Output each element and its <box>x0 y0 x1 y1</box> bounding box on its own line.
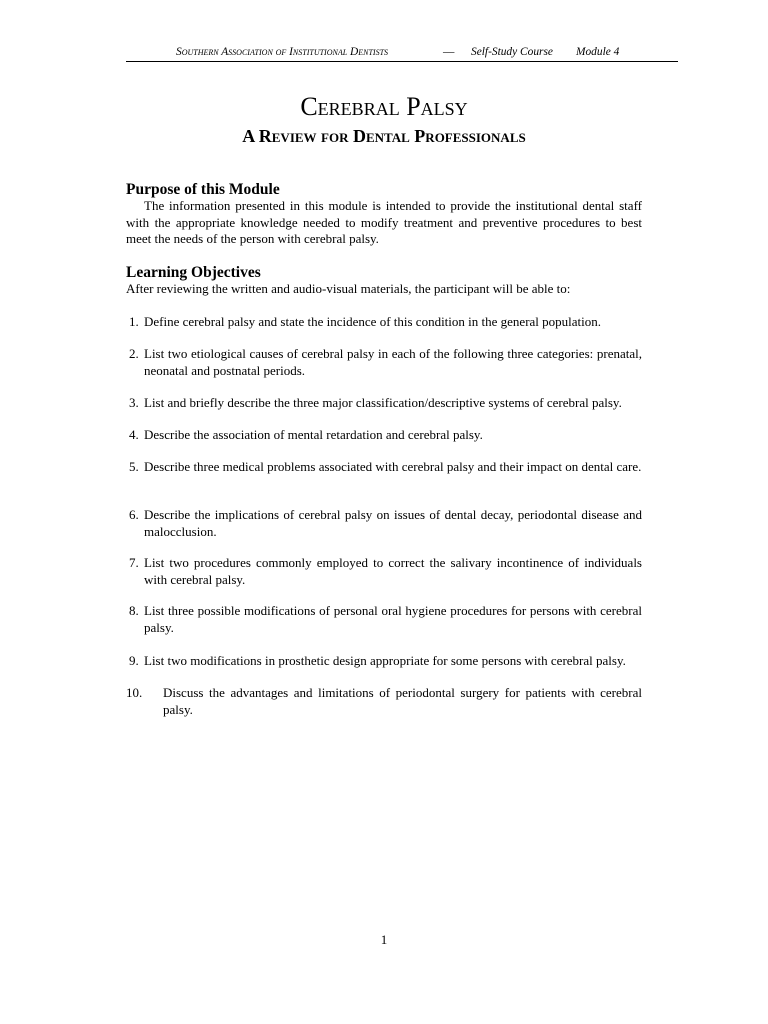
objective-item <box>126 507 642 540</box>
objective-text: Define cerebral palsy and state the incidence of this condition in the general population. <box>144 314 602 329</box>
objective-text: List three possible modifications of personal oral hygiene procedures for persons with cerebral palsy. <box>144 603 642 635</box>
running-header <box>126 46 678 62</box>
objective-text: Describe the implications of cerebral palsy on issues of dental decay, periodontal disease and malocclusion. <box>144 507 642 539</box>
objective-item <box>126 685 642 718</box>
header-organization: Southern Association of Institutional Dentists <box>176 46 389 58</box>
objective-number: 7. <box>129 555 139 570</box>
objective-text: Describe three medical problems associated with cerebral palsy and their impact on dental care. <box>144 459 642 474</box>
header-course: Self-Study Course <box>471 46 553 58</box>
objective-text: Discuss the advantages and limitations of periodontal surgery for patients with cerebral palsy. <box>163 685 642 717</box>
objective-item <box>126 603 642 636</box>
page-number: 1 <box>380 932 388 947</box>
objective-item <box>126 459 642 476</box>
objectives-intro: After reviewing the written and audio-visual materials, the participant will be able to: <box>126 281 571 296</box>
objective-item <box>126 314 642 331</box>
objectives-heading: Learning Objectives <box>126 264 261 281</box>
objective-text: List two procedures commonly employed to correct the salivary incontinence of individuals with cerebral palsy. <box>144 555 642 587</box>
header-separator: — <box>443 46 455 58</box>
objective-number: 6. <box>129 507 139 522</box>
purpose-heading: Purpose of this Module <box>126 181 280 198</box>
objective-text: List two modifications in prosthetic design appropriate for some persons with cerebral palsy. <box>144 653 626 668</box>
objective-number: 1. <box>129 314 139 329</box>
objective-number: 10. <box>126 685 143 700</box>
objective-number: 5. <box>129 459 139 474</box>
objective-item <box>126 555 642 588</box>
objective-number: 2. <box>129 346 139 361</box>
objective-item <box>126 395 642 412</box>
document-title: Cerebral Palsy <box>300 92 468 121</box>
objective-item <box>126 653 642 670</box>
objective-number: 3. <box>129 395 139 410</box>
header-module: Module 4 <box>576 46 620 58</box>
objective-item <box>126 427 642 444</box>
objective-text: Describe the association of mental retardation and cerebral palsy. <box>144 427 483 442</box>
objective-text: List two etiological causes of cerebral palsy in each of the following three categories: prenatal, neonatal and postnatal periods. <box>144 346 642 378</box>
objective-number: 4. <box>129 427 139 442</box>
objective-text: List and briefly describe the three major classification/descriptive systems of cerebral palsy. <box>144 395 622 410</box>
objective-number: 9. <box>129 653 139 668</box>
document-subtitle: A Review for Dental Professionals <box>242 126 526 146</box>
purpose-text: The information presented in this module is intended to provide the institutional dental staff with the appropriate knowledge needed to modify treatment and preventive procedures to best meet the needs of the person with cerebral palsy. <box>126 198 642 246</box>
objective-number: 8. <box>129 603 139 618</box>
objective-item <box>126 346 642 379</box>
